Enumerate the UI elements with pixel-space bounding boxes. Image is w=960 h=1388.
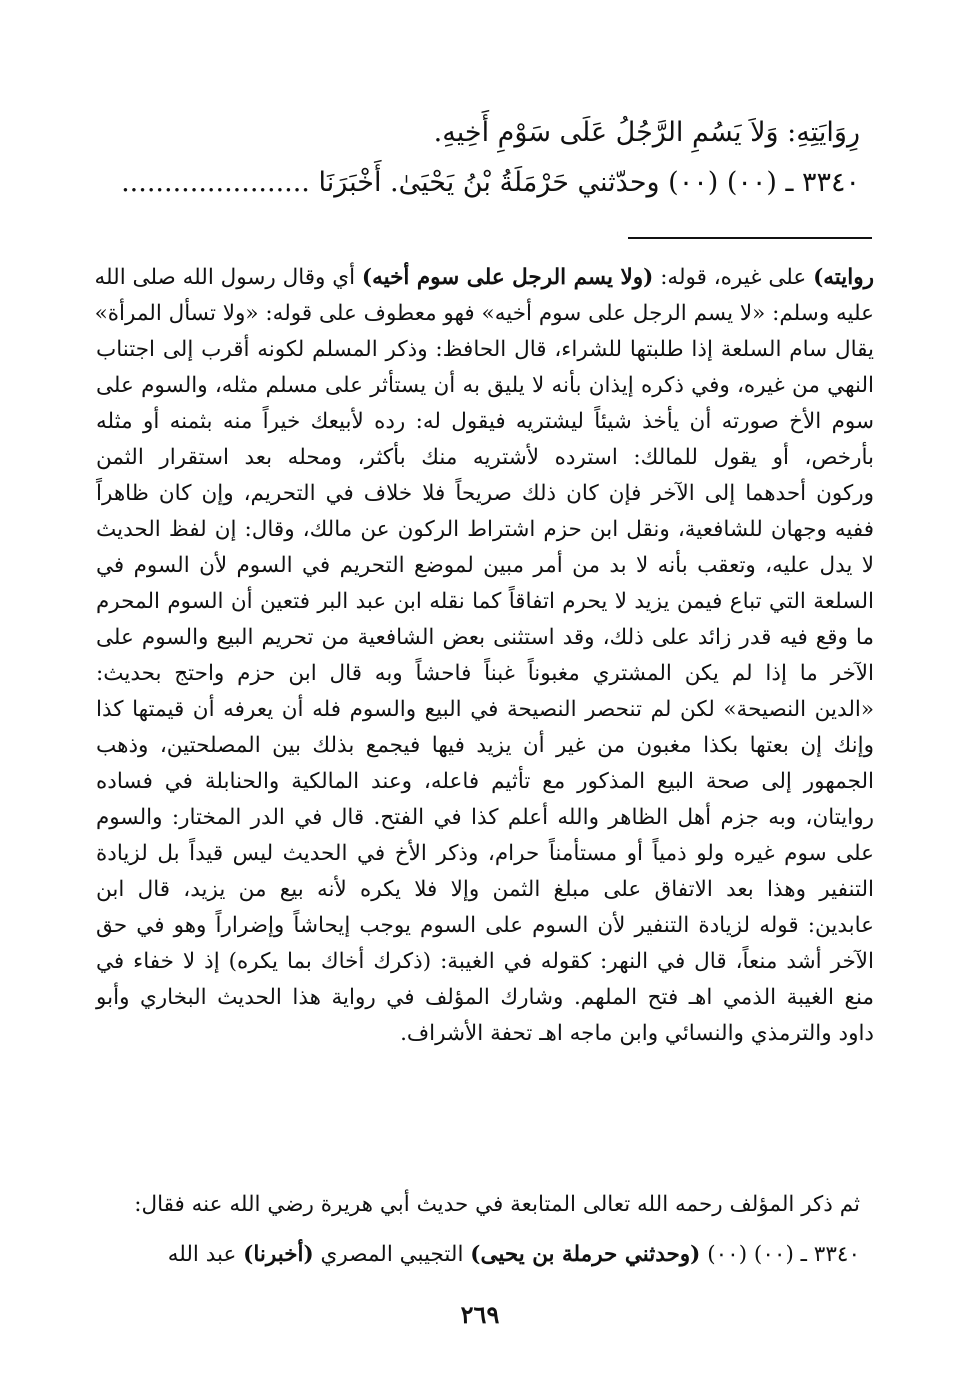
text-segment: الجمهور إلى صحة البيع المذكور مع تأثيم فاعله، وعند المالكية والحنابلة في فساده [96,769,874,794]
text-segment: السلعة التي تباع فيمن يزيد لا يحرم اتفاقاً كما نقله ابن عبد البر فتعين أن السوم المحرم [96,589,874,614]
commentary-block [96,260,874,1052]
hadith-line-2: ٣٣٤٠ ـ (٠٠) (٠٠) وحدّثني حَرْمَلَةُ بْنُ يَحْيَىٰ. أَخْبَرَنَا ...................... [121,167,860,198]
page-number: ٢٦٩ [460,1300,500,1329]
commentary-line [96,296,874,332]
commentary-line [96,548,874,584]
text-segment: روايتان، وبه جزم أهل الظاهر والله أعلم كذا في الفتح. قال في الدر المختار: والسوم [96,805,874,830]
text-segment: على سوم غيره ولو ذمياً أو مستأمناً حرام، وذكر الأخ في الحديث ليس قيداً بل لزيادة [96,841,874,866]
commentary-line [96,440,874,476]
commentary-line [96,260,874,296]
text-segment: ٣٣٤٠ ـ (٠٠) (٠٠) [700,1242,860,1267]
bold-phrase: (وحدثني حرملة بن يحيى) [470,1242,701,1267]
continuation-line-2 [96,1230,860,1280]
commentary-line [96,980,874,1016]
commentary-line [96,368,874,404]
text-segment: عليه وسلم: «لا يسم الرجل على سوم أخيه» فهو معطوف على قوله: «ولا تسأل المرأة» [94,301,874,326]
continuation-line-1: ثم ذكر المؤلف رحمه الله تعالى المتابعة في حديث أبي هريرة رضي الله عنه فقال: [134,1192,860,1217]
commentary-line [96,800,874,836]
commentary-line [96,1016,874,1052]
text-segment: يقال سام السلعة إذا طلبتها للشراء، قال الحافظ: وذكر المسلم لكونه أقرب إلى اجتناب [96,337,874,362]
text-segment: منع الغيبة الذمي اهـ فتح الملهم. وشارك المؤلف في رواية هذا الحديث البخاري وأبو [96,985,874,1010]
text-segment: داود والترمذي والنسائي وابن ماجه اهـ تحفة الأشراف. [400,1021,874,1046]
text-segment: أي وقال رسول الله صلى الله [94,265,362,290]
text-segment: الآخر ما إذا لم يكن المشتري مغبوناً غبناً فاحشاً وبه قال ابن حزم واحتج بحديث: [96,661,874,686]
text-segment: بأرخص، أو يقول للمالك: استرده لأشتريه منك بأكثر، ومحله بعد استقرار الثمن [96,445,874,470]
text-segment: لا يدل عليه، وتعقب بأنه لا بد من أمر مبين لموضع التحريم في السوم لأن السوم في [96,553,874,578]
commentary-line [96,584,874,620]
hadith-text [100,108,860,208]
text-segment: عابدين: قوله لزيادة التنفير لأن السوم على السوم يوجب إيحاشاً وإضراراً وهو في حق [96,913,874,938]
bold-phrase: (أخبرنا) [243,1242,314,1267]
text-segment: على غيره، قوله: [653,265,814,290]
commentary-line [96,692,874,728]
commentary-line [96,404,874,440]
text-segment: «الدين النصيحة» لكن لم تنحصر النصيحة في البيع والسوم فله أن يعرفه أن قيمتها كذا [96,697,874,722]
commentary-line [96,512,874,548]
commentary-line [96,944,874,980]
commentary-line [96,764,874,800]
text-segment: ما وقع فيه قدر زائد على ذلك، وقد استثنى بعض الشافعية من تحريم البيع والسوم على [96,625,874,650]
commentary-line [96,836,874,872]
footnote-separator [628,237,872,239]
continuation-text [96,1180,860,1280]
commentary-line [96,332,874,368]
commentary-line [96,728,874,764]
text-segment: سوم الأخ صورته أن يأخذ شيئاً ليشتريه فيقول له: رده لأبيعك خيراً منه بثمنه أو مثله [96,409,874,434]
commentary-line [96,656,874,692]
bold-phrase: روايته) [813,265,874,290]
commentary-line [96,872,874,908]
text-segment: النهي من غيره، وفي ذكره إيذان بأنه لا يليق به أن يستأثر على مسلم مثله، والسوم على [96,373,874,398]
text-segment: التنفير وهذا بعد الاتفاق على مبلغ الثمن وإلا فلا يكره لأنه بيع من يزيد، قال ابن [96,877,874,902]
hadith-line-1: رِوَايَتِهِ: وَلاَ يَسُمِ الرَّجُلُ عَلَى سَوْمِ أَخِيهِ. [433,117,860,148]
commentary-line [96,620,874,656]
text-segment: وإنك إن بعتها بكذا مغبون من غير أن يزيد فيها فيجمع بذلك بين المصلحتين، وذهب [96,733,874,758]
commentary-line [96,908,874,944]
text-segment: وركون أحدهما إلى الآخر فإن كان ذلك صريحاً فلا خلاف في التحريم، وإن كان ظاهراً [96,481,874,506]
text-segment: عبد الله [167,1242,244,1267]
text-segment: الآخر أشد منعاً، قال في النهر: كقوله في الغيبة: (ذكرك أخاك بما يكره) إذ لا خفاء في [96,949,874,974]
bold-phrase: (ولا يسم الرجل على سوم أخيه) [361,265,654,290]
commentary-line [96,476,874,512]
text-segment: ففيه وجهان للشافعية، ونقل ابن حزم اشتراط الركون عن مالك، وقال: إن لفظ الحديث [96,517,874,542]
text-segment: التجيبي المصري [313,1242,471,1267]
